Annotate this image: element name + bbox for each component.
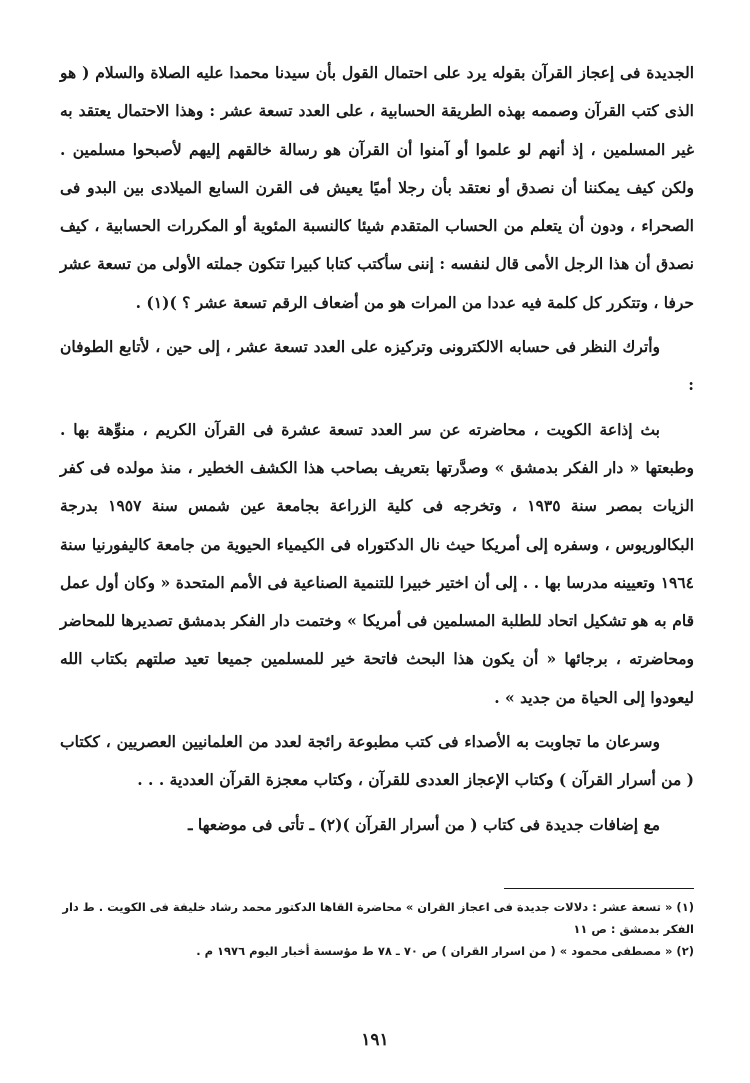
paragraph-computer-analysis: وأترك النظر فى حسابه الالكترونى وتركيزه على العدد تسعة عشر ، إلى حين ، لأتابع الطوفان :	[60, 337, 694, 395]
footnotes	[60, 896, 694, 962]
body-text	[60, 54, 694, 844]
footnote-1: (١) « تسعة عشر : دلالات جديدة فى اعجاز القران » محاضرة القاها الدكتور محمد رشاد خليفة فى الكويت . ط دار الفكر بدمشق : ص ١١	[62, 900, 694, 936]
footnote-divider	[504, 888, 694, 889]
paragraph-additions: مع إضافات جديدة فى كتاب ( من أسرار القرآن )(٢) ـ تأتى فى موضعها ـ	[187, 814, 660, 834]
paragraph-echoes: وسرعان ما تجاوبت به الأصداء فى كتب مطبوعة رائجة لعدد من العلمانيين العصريين ، ككتاب ( من أسرار القرآن ) وكتاب الإعجاز العددى للقرآن ، وكتاب معجزة القرآن العددية . . .	[60, 732, 694, 790]
page-number: ١٩١	[361, 1030, 389, 1050]
paragraph-continuation: الجديدة فى إعجاز القرآن بقوله يرد على احتمال القول بأن سيدنا محمدا عليه الصلاة والسلام ( هو الذى كتب القرآن وصممه بهذه الطريقة الحسابية ، على العدد تسعة عشر : وهذا الاحتمال يعتقد به غير المسلمين ، إذ أنهم لو علموا أو آمنوا أن القرآن هو رسالة خالقهم إليهم لأصبحوا مسلمين . ولكن كيف يمكننا أن نصدق أو نعتقد بأن رجلا أميًا يعيش فى القرن السابع الميلادى بين البدو فى الصحراء ، ودون أن يتعلم من الحساب المتقدم شيئا كالنسبة المئوية أو المكررات الحسابية ، كيف نصدق أن هذا الرجل الأمى قال لنفسه : إننى سأكتب كتابا كبيرا تتكون جملته الأولى من تسعة عشر حرفا ، وتتكرر كل كلمة فيه عددا من المرات هو من أضعاف الرقم تسعة عشر ؟ )(١) .	[60, 63, 694, 312]
footnote-2: (٢) « مصطفى محمود » ( من اسرار القران ) ص ٧٠ ـ ٧٨ ط مؤسسة أخبار اليوم ١٩٧٦ م .	[196, 944, 694, 958]
paragraph-kuwait-broadcast: بث إذاعة الكويت ، محاضرته عن سر العدد تسعة عشرة فى القرآن الكريم ، منوِّهة بها . وطبعتها « دار الفكر بدمشق » وصدَّرتها بتعريف بصاحب هذا الكشف الخطير ، منذ مولده فى كفر الزيات بمصر سنة ١٩٣٥ ، وتخرجه فى كلية الزراعة بجامعة عين شمس سنة ١٩٥٧ بدرجة البكالوريوس ، وسفره إلى أمريكا حيث نال الدكتوراه فى الكيمياء الحيوية من جامعة كاليفورنيا سنة ١٩٦٤ وتعيينه مدرسا بها . . إلى أن اختير خبيرا للتنمية الصناعية فى الأمم المتحدة « وكان أول عمل قام به هو تشكيل اتحاد للطلبة المسلمين فى أمريكا » وختمت دار الفكر بدمشق تصديرها للمحاضر ومحاضرته ، برجائها « أن يكون هذا البحث فاتحة خير للمسلمين جميعا تعيد صلتهم بكتاب الله ليعودوا إلى الحياة من جديد » .	[60, 419, 694, 707]
